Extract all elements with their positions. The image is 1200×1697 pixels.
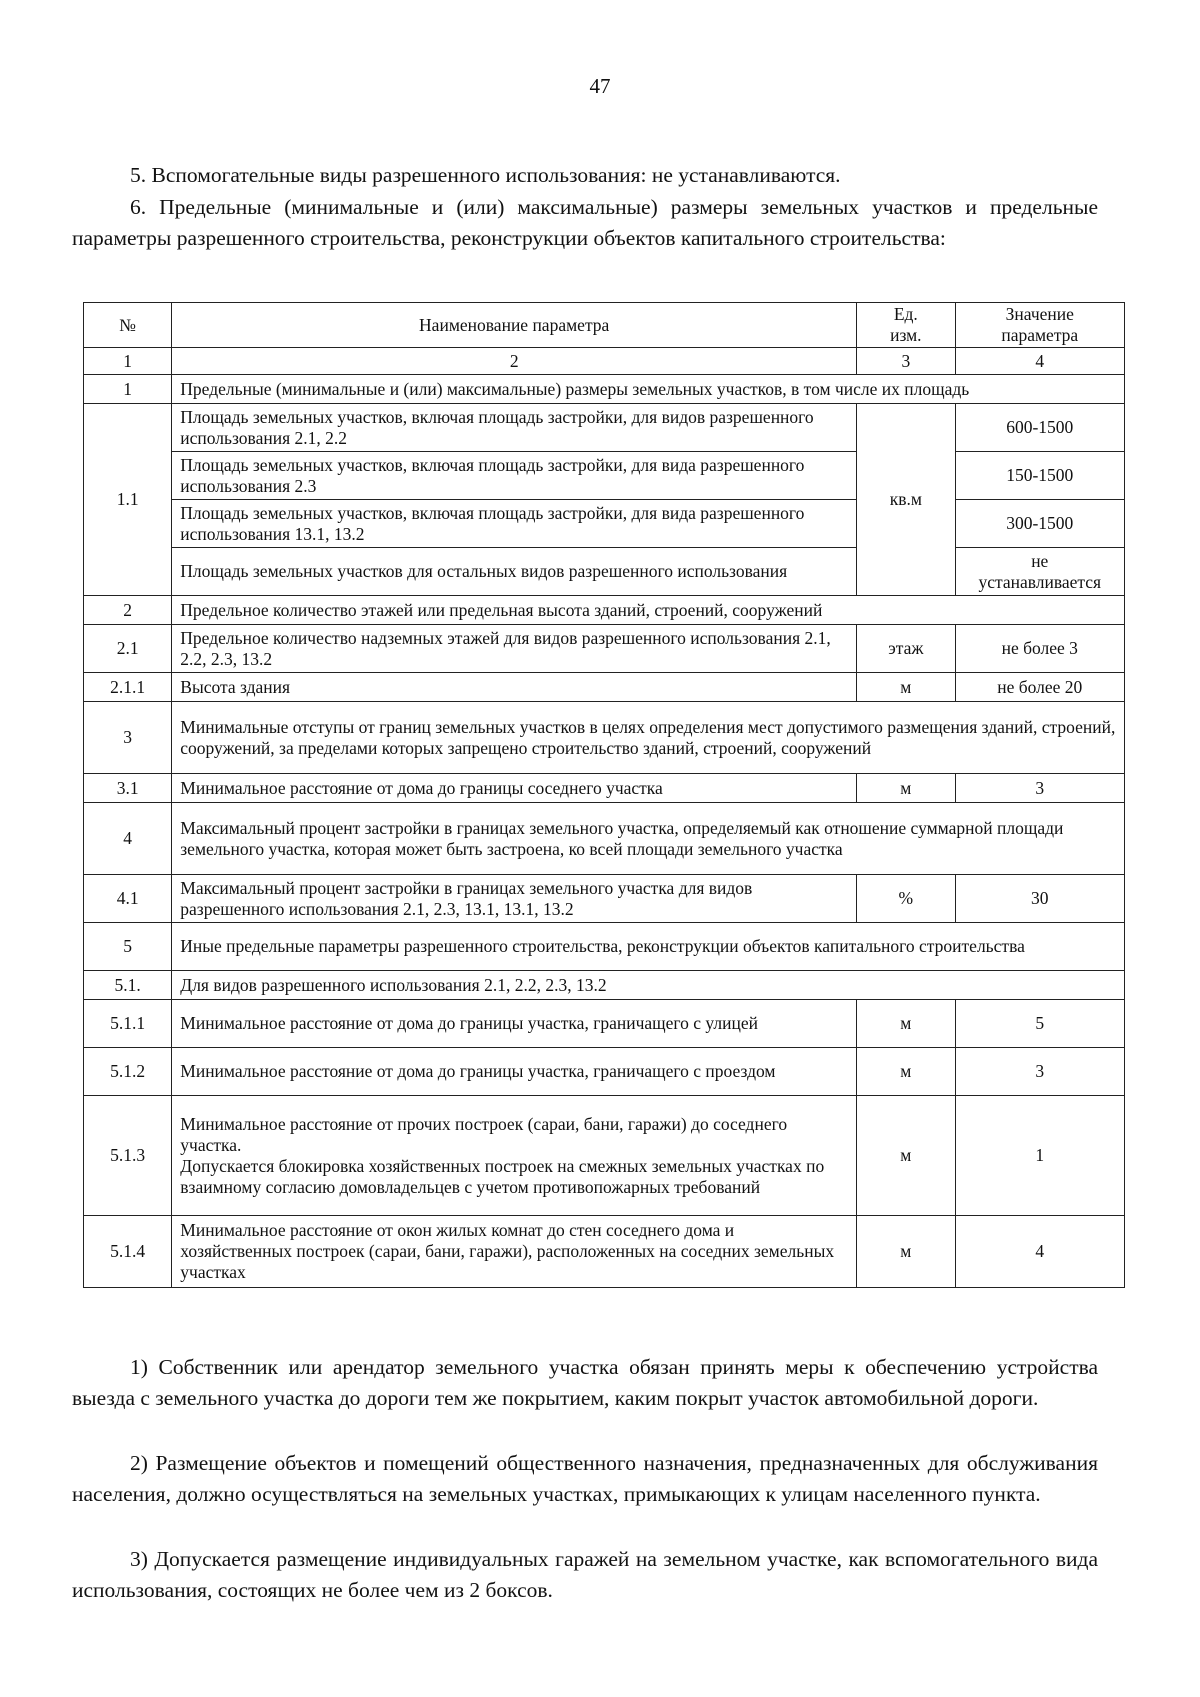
row-name: Площадь земельных участков, включая площадь застройки, для вида разрешенного использования 13.1, 13.2 bbox=[172, 500, 857, 548]
row-num: 2.1 bbox=[84, 625, 172, 673]
row-num: 5.1.1 bbox=[84, 1000, 172, 1048]
note-2: 2) Размещение объектов и помещений общественного назначения, предназначенных для обслуживания населения, должно осуществляться на земельных участках, примыкающих к улицам населенного пункта. bbox=[72, 1451, 1098, 1506]
row-unit: м bbox=[857, 673, 955, 702]
row-name: Максимальный процент застройки в границах земельного участка, определяемый как отношение суммарной площади земельного участка, которая может быть застроена, ко всей площади земельного участка bbox=[172, 803, 1125, 875]
row-num: 2.1.1 bbox=[84, 673, 172, 702]
row-num: 5.1. bbox=[84, 971, 172, 1000]
row-value: 3 bbox=[955, 1048, 1124, 1096]
row-name: Минимальное расстояние от дома до границы соседнего участка bbox=[172, 774, 857, 803]
row-name bbox=[172, 1096, 857, 1216]
row-value: не более 20 bbox=[955, 673, 1124, 702]
row-unit: м bbox=[857, 1048, 955, 1096]
index-cell: 2 bbox=[172, 348, 857, 375]
row-num: 5.1.3 bbox=[84, 1096, 172, 1216]
row-unit: м bbox=[857, 1096, 955, 1216]
row-value: 30 bbox=[955, 875, 1124, 923]
row-num: 3.1 bbox=[84, 774, 172, 803]
header-name: Наименование параметра bbox=[172, 303, 857, 348]
table-index-row bbox=[84, 348, 1125, 375]
table-row bbox=[84, 375, 1125, 404]
header-unit-line1: Ед. bbox=[893, 304, 918, 324]
row-num: 4.1 bbox=[84, 875, 172, 923]
row-unit: м bbox=[857, 1216, 955, 1288]
page-number: 47 bbox=[589, 74, 611, 98]
header-value-line1: Значение bbox=[1005, 304, 1074, 324]
row-num: 5 bbox=[84, 923, 172, 971]
row-name: Площадь земельных участков, включая площадь застройки, для видов разрешенного использования 2.1, 2.2 bbox=[172, 404, 857, 452]
row-name: Максимальный процент застройки в границах земельного участка для видов разрешенного использования 2.1, 2.3, 13.1, 13.1, 13.2 bbox=[172, 875, 857, 923]
table-row bbox=[84, 625, 1125, 673]
index-cell: 3 bbox=[857, 348, 955, 375]
table-row bbox=[84, 1096, 1125, 1216]
header-num: № bbox=[84, 303, 172, 348]
table-row bbox=[84, 500, 1125, 548]
row-name: Высота здания bbox=[172, 673, 857, 702]
table-row bbox=[84, 404, 1125, 452]
row-value: не более 3 bbox=[955, 625, 1124, 673]
header-unit bbox=[857, 303, 955, 348]
table-row bbox=[84, 923, 1125, 971]
table-row bbox=[84, 452, 1125, 500]
row-name: Для видов разрешенного использования 2.1, 2.2, 2.3, 13.2 bbox=[172, 971, 1125, 1000]
header-value-line2: параметра bbox=[1001, 325, 1079, 345]
row-num: 4 bbox=[84, 803, 172, 875]
table-row bbox=[84, 1000, 1125, 1048]
row-unit: м bbox=[857, 1000, 955, 1048]
table-header-row bbox=[84, 303, 1125, 348]
header-unit-line2: изм. bbox=[890, 325, 922, 345]
row-value-line1: не bbox=[1031, 550, 1049, 571]
row-name-line1: Минимальное расстояние от прочих построек (сараи, бани, гаражи) до соседнего участка. bbox=[180, 1113, 788, 1155]
row-value: 600-1500 bbox=[955, 404, 1124, 452]
row-value: 5 bbox=[955, 1000, 1124, 1048]
row-name: Площадь земельных участков, включая площадь застройки, для вида разрешенного использования 2.3 bbox=[172, 452, 857, 500]
table-row bbox=[84, 548, 1125, 596]
paragraph-auxiliary-uses: 5. Вспомогательные виды разрешенного использования: не устанавливаются. bbox=[130, 163, 841, 187]
row-value-line2: устанавливается bbox=[978, 571, 1102, 592]
index-cell: 1 bbox=[84, 348, 172, 375]
row-name: Иные предельные параметры разрешенного строительства, реконструкции объектов капитального строительства bbox=[172, 923, 1125, 971]
note-1: 1) Собственник или арендатор земельного участка обязан принять меры к обеспечению устройства выезда с земельного участка до дороги тем же покрытием, каким покрыт участок автомобильной дороги. bbox=[72, 1355, 1098, 1410]
row-name: Предельное количество надземных этажей для видов разрешенного использования 2.1, 2.2, 2.3, 13.2 bbox=[172, 625, 857, 673]
table-row bbox=[84, 702, 1125, 774]
row-num: 1.1 bbox=[84, 404, 172, 596]
row-name: Площадь земельных участков для остальных видов разрешенного использования bbox=[172, 548, 857, 596]
row-name: Минимальное расстояние от окон жилых комнат до стен соседнего дома и хозяйственных построек (сараи, бани, гаражи), расположенных на соседних земельных участках bbox=[172, 1216, 857, 1288]
row-num: 5.1.4 bbox=[84, 1216, 172, 1288]
row-name: Минимальное расстояние от дома до границы участка, граничащего с улицей bbox=[172, 1000, 857, 1048]
header-value bbox=[955, 303, 1124, 348]
row-name: Предельные (минимальные и (или) максимальные) размеры земельных участков, в том числе их площадь bbox=[172, 375, 1125, 404]
table-row bbox=[84, 1216, 1125, 1288]
row-num: 3 bbox=[84, 702, 172, 774]
row-name: Предельное количество этажей или предельная высота зданий, строений, сооружений bbox=[172, 596, 1125, 625]
row-num: 5.1.2 bbox=[84, 1048, 172, 1096]
row-name: Минимальные отступы от границ земельных участков в целях определения мест допустимого размещения зданий, строений, сооружений, за пределами которых запрещено строительство зданий, строений, сооружений bbox=[172, 702, 1125, 774]
table-row bbox=[84, 803, 1125, 875]
table-row bbox=[84, 673, 1125, 702]
row-unit: % bbox=[857, 875, 955, 923]
table-row bbox=[84, 774, 1125, 803]
row-value: 1 bbox=[955, 1096, 1124, 1216]
row-name-line2: Допускается блокировка хозяйственных построек на смежных земельных участках по взаимному согласию домовладельцев с учетом противопожарных требований bbox=[180, 1155, 825, 1197]
row-unit: м bbox=[857, 774, 955, 803]
index-cell: 4 bbox=[955, 348, 1124, 375]
row-value: 3 bbox=[955, 774, 1124, 803]
table-row bbox=[84, 596, 1125, 625]
table-row bbox=[84, 971, 1125, 1000]
parameters-table bbox=[83, 302, 1125, 1288]
table-row bbox=[84, 1048, 1125, 1096]
note-3: 3) Допускается размещение индивидуальных гаражей на земельном участке, как вспомогательного вида использования, состоящих не более чем из 2 боксов. bbox=[72, 1547, 1098, 1602]
row-unit: кв.м bbox=[857, 404, 955, 596]
row-value: 150-1500 bbox=[955, 452, 1124, 500]
row-name: Минимальное расстояние от дома до границы участка, граничащего с проездом bbox=[172, 1048, 857, 1096]
row-value: 300-1500 bbox=[955, 500, 1124, 548]
table-row bbox=[84, 875, 1125, 923]
row-num: 1 bbox=[84, 375, 172, 404]
row-value: 4 bbox=[955, 1216, 1124, 1288]
row-unit: этаж bbox=[857, 625, 955, 673]
row-num: 2 bbox=[84, 596, 172, 625]
paragraph-limit-parameters: 6. Предельные (минимальные и (или) максимальные) размеры земельных участков и предельные параметры разрешенного строительства, реконструкции объектов капитального строительства: bbox=[72, 195, 1098, 250]
row-value bbox=[955, 548, 1124, 596]
